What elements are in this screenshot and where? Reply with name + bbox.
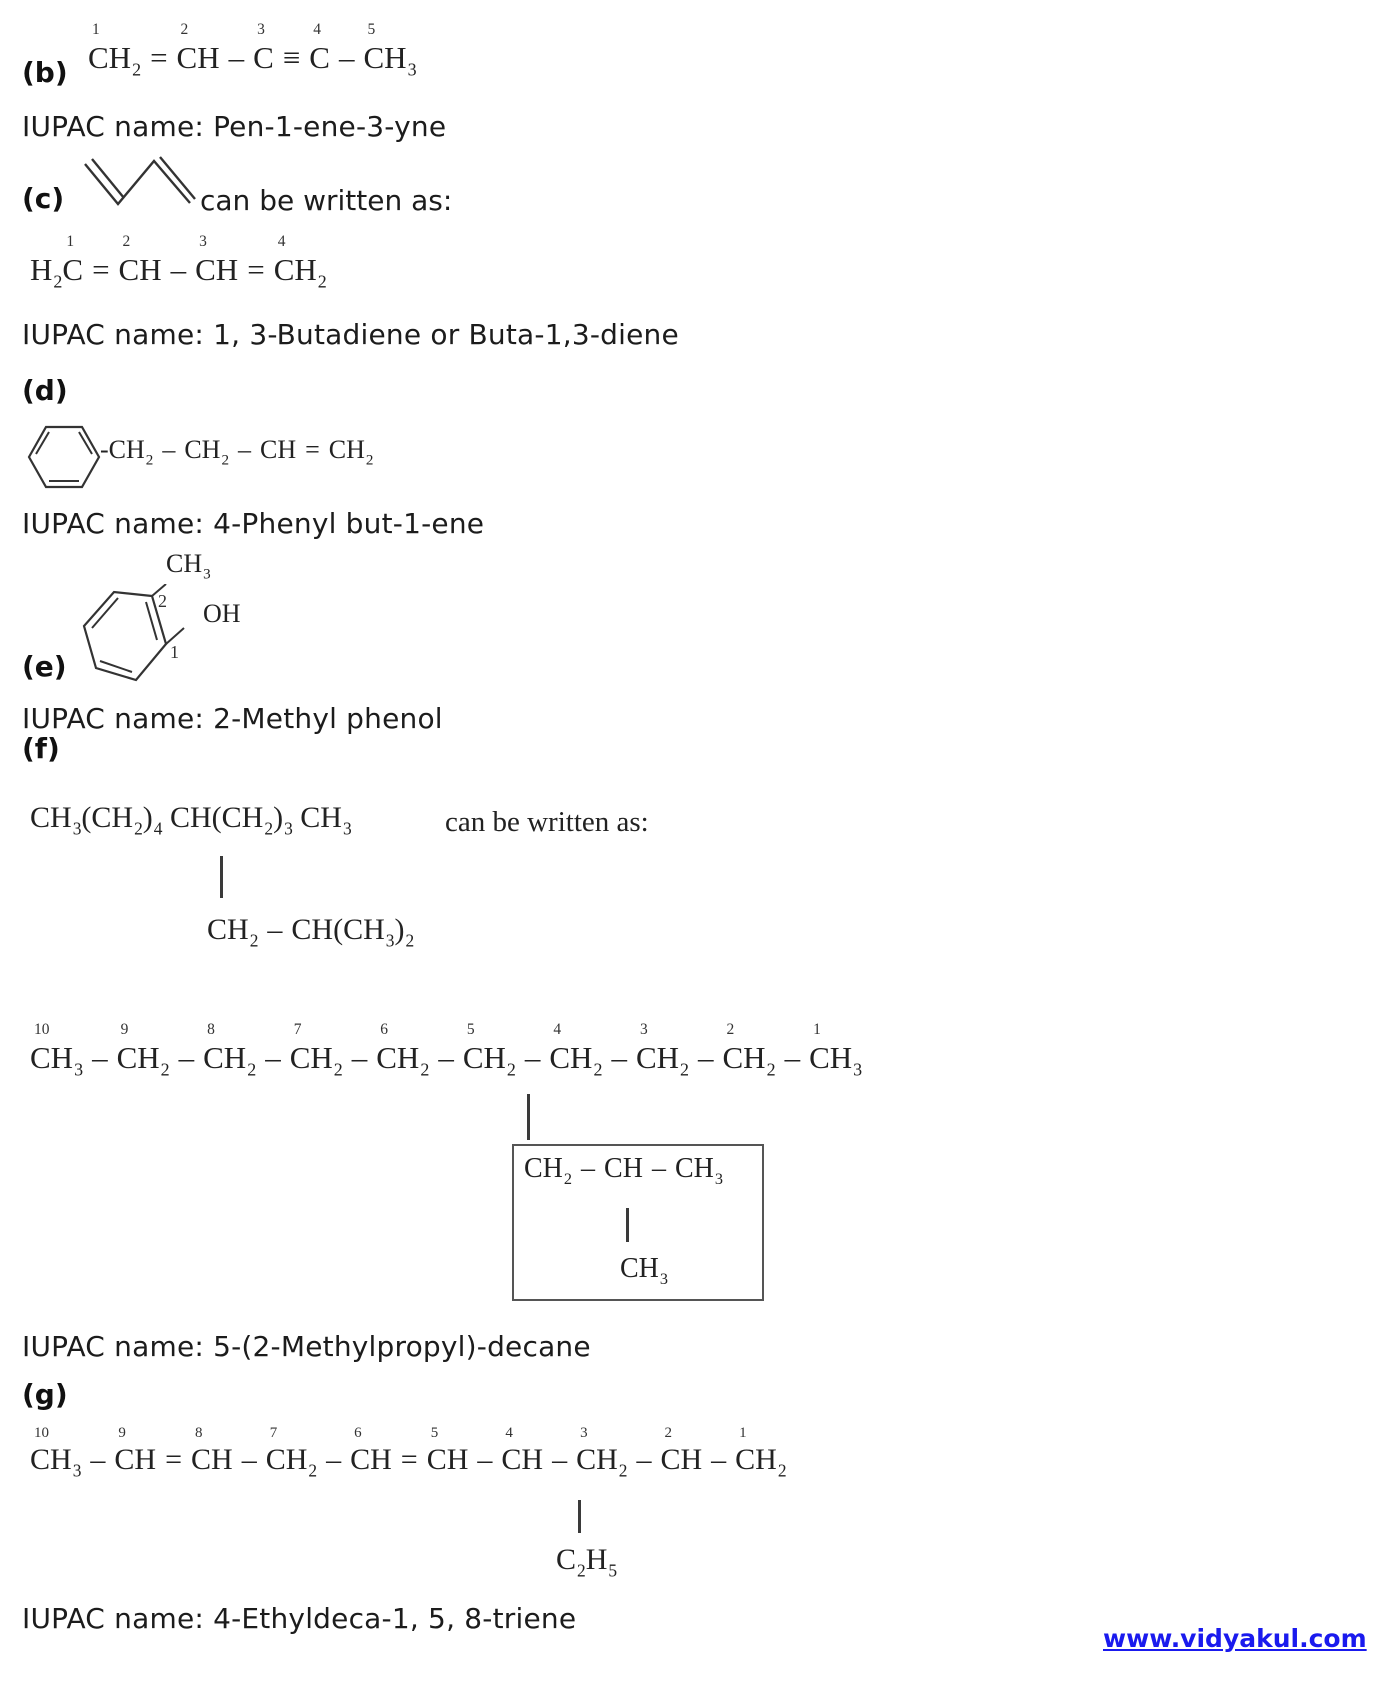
item-label-d: (d) bbox=[22, 374, 68, 407]
item-label-b: (b) bbox=[22, 56, 68, 89]
formula-phenyl-butene-chain: -CH2 – CH2 – CH = CH2 bbox=[100, 435, 374, 469]
bond-vertical-g bbox=[578, 1500, 581, 1533]
iupac-name-d: IUPAC name: 4-Phenyl but-1-ene bbox=[22, 507, 485, 540]
formula-decatriene-chain: 10 CH3 – 9 CH = 8 CH – 7 CH2 – 6 CH = 5 CH – 4 CH – 3 CH2 – 2 CH – 1 CH2 bbox=[30, 1425, 787, 1481]
formula-ethyl-branch: C2 H5 bbox=[556, 1543, 618, 1581]
ring-position-1: 1 bbox=[170, 642, 179, 662]
bond-vertical-f-chain bbox=[527, 1094, 530, 1140]
iupac-name-f: IUPAC name: 5-(2-Methylpropyl)-decane bbox=[22, 1330, 591, 1363]
caption-f: can be written as: bbox=[445, 806, 649, 838]
methyl-substituent-label: CH3 bbox=[166, 549, 211, 583]
benzene-ring-icon bbox=[26, 420, 102, 494]
butadiene-skeletal-structure-icon bbox=[80, 156, 200, 214]
formula-pent-1-ene-3-yne: 1 CH2 = 2 CH – 3 C ≡ 4 C – 5 CH3 bbox=[88, 21, 417, 80]
vidyakul-website-link[interactable]: www.vidyakul.com bbox=[1103, 1624, 1367, 1653]
item-label-e: (e) bbox=[22, 650, 67, 683]
formula-condensed-nonane: CH3 ( CH2 )4 CH ( CH2 )3 CH3 bbox=[30, 801, 352, 839]
caption-c: can be written as: bbox=[200, 184, 453, 217]
iupac-name-c: IUPAC name: 1, 3-Butadiene or Buta-1,3-diene bbox=[22, 318, 679, 351]
item-label-f: (f) bbox=[22, 732, 60, 765]
bond-vertical-boxed bbox=[626, 1208, 629, 1242]
formula-boxed-methyl: CH3 bbox=[620, 1253, 669, 1288]
ring-position-2: 2 bbox=[158, 591, 167, 611]
formula-isobutyl-branch: CH2 – CH ( CH3 )2 bbox=[207, 913, 415, 951]
item-label-g: (g) bbox=[22, 1378, 68, 1411]
formula-butadiene: H2 1 C = 2 CH – 3 CH = 4 CH2 bbox=[30, 233, 327, 292]
hydroxyl-label: OH bbox=[203, 599, 241, 628]
iupac-name-g: IUPAC name: 4-Ethyldeca-1, 5, 8-triene bbox=[22, 1602, 577, 1635]
boxed-branch-group bbox=[512, 1144, 764, 1301]
bond-vertical-f-top bbox=[220, 856, 223, 898]
methylphenol-ring-icon bbox=[78, 584, 190, 686]
iupac-name-b: IUPAC name: Pen-1-ene-3-yne bbox=[22, 110, 447, 143]
item-label-c: (c) bbox=[22, 182, 65, 215]
formula-decane-chain: 10 CH3 – 9 CH2 – 8 CH2 – 7 CH2 – 6 CH2 – 5 CH2 – 4 CH2 – 3 CH2 – 2 CH2 – 1 CH3 bbox=[30, 1021, 863, 1080]
formula-boxed-propyl: CH2 – CH – CH3 bbox=[524, 1153, 723, 1188]
iupac-name-e: IUPAC name: 2-Methyl phenol bbox=[22, 702, 443, 735]
